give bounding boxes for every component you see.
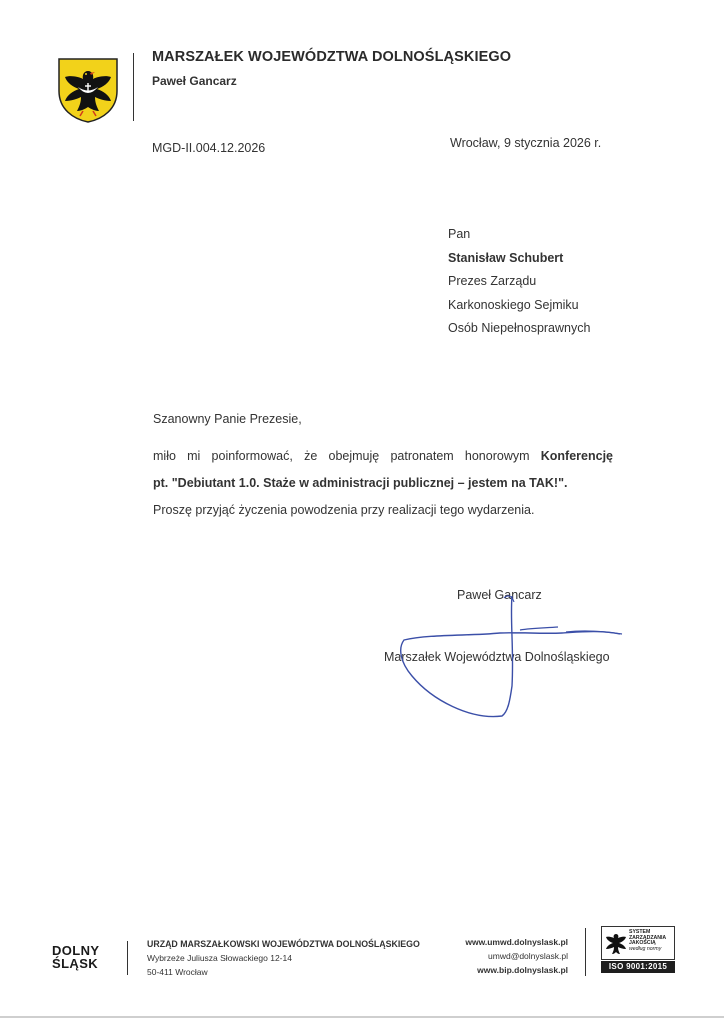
header-divider xyxy=(133,53,134,121)
iso-caption xyxy=(629,930,666,952)
iso-certification-badge xyxy=(601,926,675,976)
dolny-slask-logo xyxy=(52,944,100,970)
recipient-org-line1: Karkonoskiego Sejmiku xyxy=(448,297,579,312)
body-text-1b: Konferencję xyxy=(540,449,613,463)
signer-role: Marszałek Województwa Dolnośląskiego xyxy=(384,650,610,664)
logo-line-2: ŚLĄSK xyxy=(52,956,99,971)
iso-line-4: według normy xyxy=(629,945,662,952)
footer-divider-left xyxy=(127,941,128,975)
office-street: Wybrzeże Juliusza Słowackiego 12-14 xyxy=(147,953,292,963)
salutation: Szanowny Panie Prezesie, xyxy=(153,412,302,426)
header-title: MARSZAŁEK WOJEWÓDZTWA DOLNOŚLĄSKIEGO xyxy=(152,49,512,65)
contact-links xyxy=(440,935,568,977)
recipient-address xyxy=(448,223,590,341)
recipient-position: Prezes Zarządu xyxy=(448,274,537,288)
signer-name: Paweł Gancarz xyxy=(457,588,542,602)
bip-link[interactable]: www.bip.dolnyslask.pl xyxy=(477,965,568,975)
recipient-name: Stanisław Schubert xyxy=(448,250,564,265)
email-link[interactable]: umwd@dolnyslask.pl xyxy=(488,951,568,961)
iso-standard-label: ISO 9001:2015 xyxy=(601,961,675,973)
event-title: pt. "Debiutant 1.0. Staże w administracji publicznej – jestem na TAK!". xyxy=(153,476,568,490)
iso-line-2: ZARZĄDZANIA xyxy=(629,934,667,941)
iso-line-1: SYSTEM xyxy=(629,929,651,935)
office-city: 50-411 Wrocław xyxy=(147,967,208,977)
website-link[interactable]: www.umwd.dolnyslask.pl xyxy=(465,937,568,947)
letter-date: Wrocław, 9 stycznia 2026 r. xyxy=(450,136,602,150)
recipient-org-line2: Osób Niepełnosprawnych xyxy=(448,321,591,335)
page-bottom-edge xyxy=(0,1016,724,1018)
crest-eagle-icon xyxy=(57,57,119,123)
letter-body xyxy=(153,443,613,524)
reference-number: MGD-II.004.12.2026 xyxy=(152,141,266,155)
body-line-1 xyxy=(153,443,613,470)
header-subtitle: Paweł Gancarz xyxy=(152,74,237,88)
office-address xyxy=(147,937,420,979)
body-line-3: Proszę przyjąć życzenia powodzenia przy realizacji tego wydarzenia. xyxy=(153,503,535,517)
logo-line-1: DOLNY xyxy=(52,943,100,958)
office-name: URZĄD MARSZAŁKOWSKI WOJEWÓDZTWA DOLNOŚLĄSKIEGO xyxy=(147,939,420,949)
body-line-2 xyxy=(153,470,613,497)
recipient-line-title: Pan xyxy=(448,227,471,241)
body-text-1a: miło mi poinformować, że obejmuję patronatem honorowym xyxy=(153,449,541,463)
iso-header xyxy=(601,926,675,960)
eagle-iso-icon xyxy=(605,931,627,955)
iso-line-3: JAKOŚCIĄ xyxy=(629,940,656,947)
footer-divider-right xyxy=(585,928,586,976)
